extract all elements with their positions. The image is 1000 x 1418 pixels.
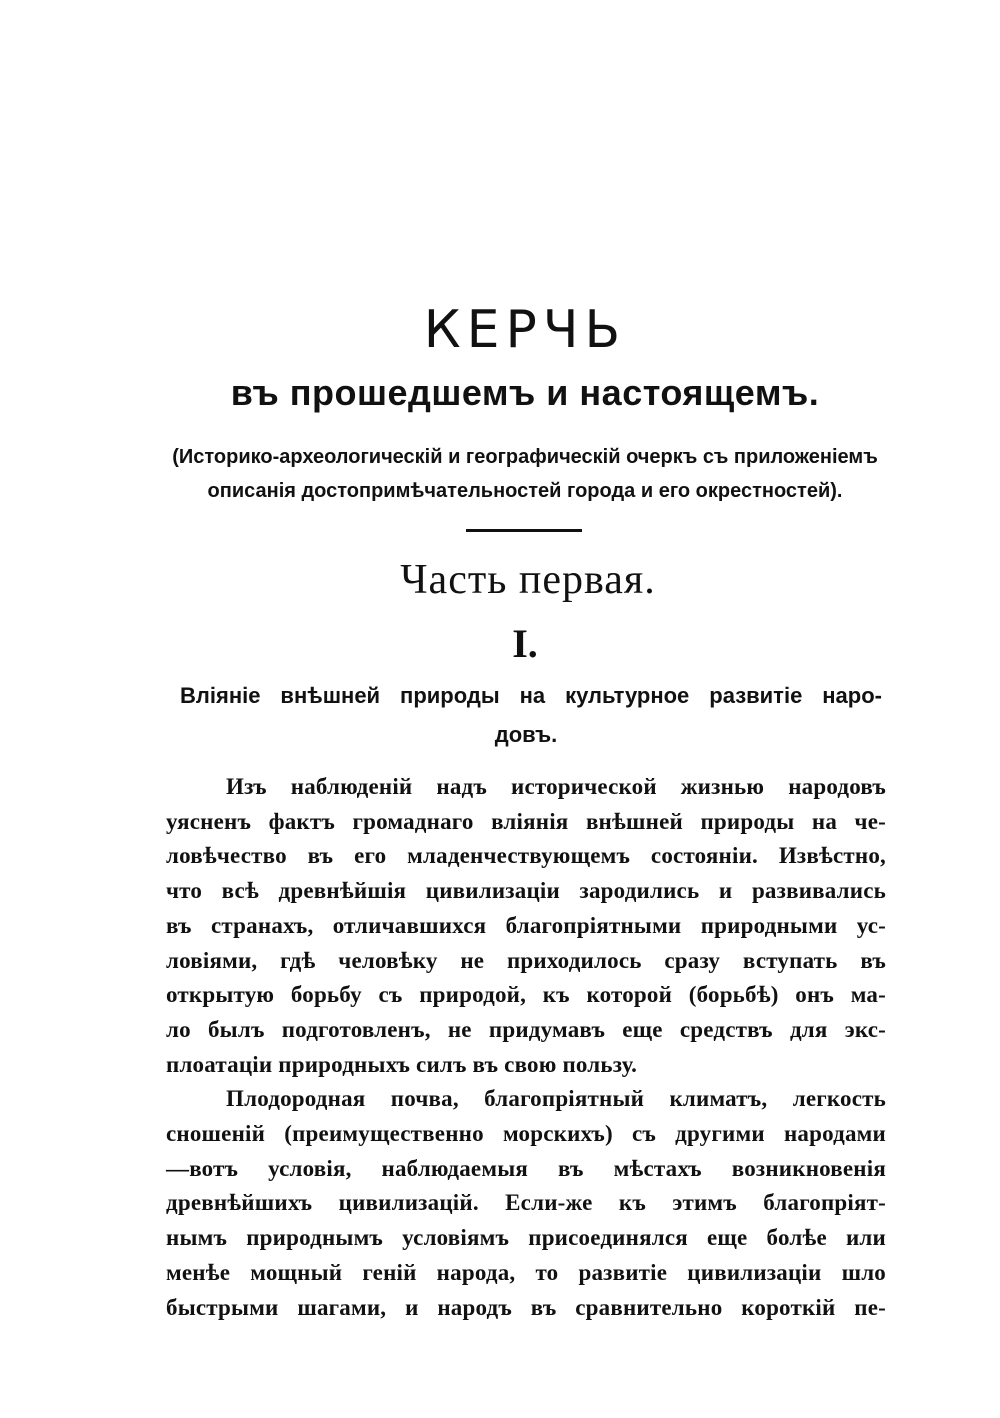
chapter-title-line: Вліяніе внѣшней природы на культурное развитіе наро-: [180, 683, 882, 708]
text-line: плоатаціи природныхъ силъ въ свою пользу.: [166, 1051, 638, 1077]
book-description: [150, 440, 900, 508]
text-line: ловіями, гдѣ человѣку не приходилось сразу вступать въ: [166, 947, 886, 973]
text-line: ловѣчество въ его младенчествующемъ состояніи. Извѣстно,: [166, 843, 886, 869]
text-line: въ странахъ, отличавшихся благопріятными природными ус-: [166, 912, 886, 938]
body-text: [166, 770, 886, 1325]
text-line: Плодородная почва, благопріятный климатъ, легкость: [226, 1086, 886, 1112]
text-line: —вотъ условія, наблюдаемыя въ мѣстахъ возникновенія: [166, 1155, 886, 1181]
chapter-number: I.: [512, 621, 538, 666]
text-line: Изъ наблюденій надъ исторической жизнью народовъ: [226, 774, 886, 799]
text-line: что всѣ древнѣйшія цивилизаціи зародились и развивались: [166, 878, 886, 904]
text-line: менѣе мощный геній народа, то развитіе цивилизаціи шло: [166, 1259, 886, 1285]
text-line: ло былъ подготовленъ, не придумавъ еще средствъ для экс-: [166, 1016, 886, 1042]
chapter-title-line: довъ.: [494, 722, 558, 747]
text-line: сношеній (преимущественно морскихъ) съ другими народами: [166, 1121, 886, 1147]
part-title: Часть первая.: [400, 557, 656, 603]
book-subtitle: въ прошедшемъ и настоящемъ.: [230, 372, 820, 413]
text-line: уясненъ фактъ громаднаго вліянія внѣшней природы на че-: [166, 808, 886, 834]
section-divider: [466, 529, 582, 532]
text-line: открытую борьбу съ природой, къ которой (борьбѣ) онъ ма-: [166, 982, 886, 1008]
book-title: КЕРЧЬ: [423, 300, 627, 360]
text-line: древнѣйшихъ цивилизацій. Если-же къ этимъ благопріят-: [166, 1190, 886, 1216]
description-line: описанія достопримѣчательностей города и его окрестностей).: [207, 480, 843, 502]
chapter-title: [170, 676, 882, 754]
description-line: (Историко-археологическій и географическій очеркъ съ приложеніемъ: [172, 446, 878, 468]
text-line: быстрыми шагами, и народъ въ сравнительно короткій пе-: [166, 1294, 886, 1320]
text-line: нымъ природнымъ условіямъ присоединялся еще болѣе или: [166, 1225, 886, 1251]
